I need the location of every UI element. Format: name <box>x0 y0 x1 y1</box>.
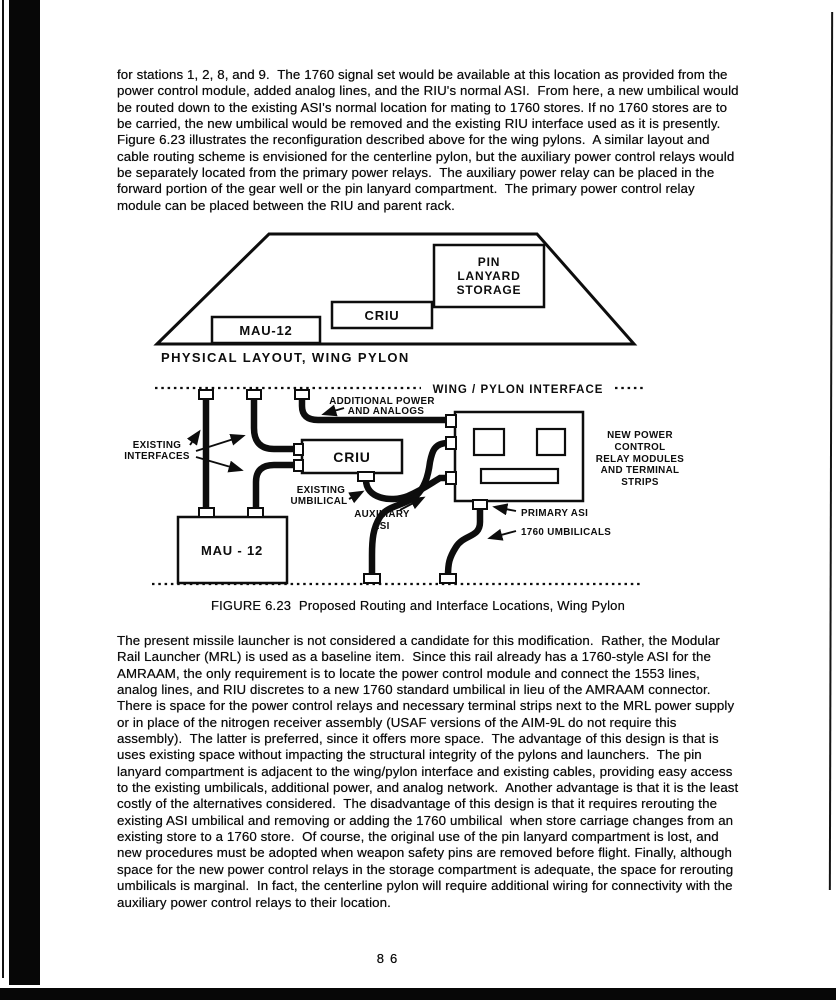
interface-connector-1 <box>199 390 213 399</box>
new-power-label-line5: STRIPS <box>621 477 659 488</box>
primary-asi-label: PRIMARY ASI <box>521 508 589 519</box>
additional-power-label-line2: AND ANALOGS <box>347 406 425 417</box>
new-power-label-line3: RELAY MODULES <box>595 454 685 465</box>
interface-connector-2 <box>247 390 261 399</box>
pin-lanyard-storage-label-line2: LANYARD <box>457 269 521 283</box>
additional-power-arrow <box>324 408 344 414</box>
auxiliary-asi-label-line2: ASI <box>372 521 390 532</box>
top-paragraph: for stations 1, 2, 8, and 9. The 1760 signal set would be available at this location as provided from the power control module, added analog lines, and the RIU's normal ASI. From here, a new umbilical would be routed down to the existing ASI's normal location for mating to 1760 stores. If no 1760 stores are to be carried, the new umbilical would be removed and the existing RIU interface used as it is presently. Figure 6.23 illustrates the reconfiguration described above for the wing pylons. A similar layout and cable routing scheme is envisioned for the centerline pylon, but the auxiliary power control relays would be separately located from the primary power relays. The auxiliary power relay can be placed in the forward portion of the gear well or the pin lanyard compartment. The primary power control relay module can be placed between the RIU and parent rack. <box>117 67 743 213</box>
bottom-connector-1760 <box>440 574 456 583</box>
1760-umbilicals-label: 1760 UMBILICALS <box>521 527 612 538</box>
pin-lanyard-storage-label-line3: STORAGE <box>456 283 522 297</box>
physical-layout-diagram <box>157 234 634 365</box>
new-power-label-line2: CONTROL <box>614 442 666 453</box>
existing-interfaces-label-line1: EXISTING <box>132 440 182 451</box>
criu-label-physical: CRIU <box>364 308 400 323</box>
mau12-top-connector-1 <box>199 508 214 517</box>
mau12-label-physical: MAU-12 <box>239 323 293 338</box>
additional-power-label-line1: ADDITIONAL POWER <box>329 396 435 407</box>
1760-umbilical-cable <box>448 508 480 576</box>
1760-umbilicals-arrow <box>490 531 516 538</box>
relay-box-bottom-connector <box>473 500 487 509</box>
power-relay-box <box>455 412 583 501</box>
criu-left-connector-1 <box>294 444 303 455</box>
primary-asi-arrow <box>495 507 516 511</box>
criu-label-interface: CRIU <box>333 449 371 465</box>
figure-caption: FIGURE 6.23 Proposed Routing and Interface Locations, Wing Pylon <box>210 598 626 613</box>
interface-routing-diagram <box>124 384 684 584</box>
relay-box-left-connector-1 <box>446 415 456 427</box>
mau12-label-interface: MAU - 12 <box>200 543 264 558</box>
relay-box-left-connector-2 <box>446 437 456 449</box>
existing-interfaces-arrow-1 <box>190 432 199 445</box>
existing-interface-cable-2 <box>254 397 296 449</box>
existing-umbilical-label-line2: UMBILICAL <box>290 496 348 507</box>
existing-umbilical-label-line1: EXISTING <box>296 485 346 496</box>
existing-umbilical-arrow <box>349 492 362 499</box>
new-power-label-line1: NEW POWER <box>607 430 673 441</box>
criu-left-connector-2 <box>294 460 303 471</box>
existing-umbilical-cable <box>366 478 446 499</box>
bottom-paragraph: The present missile launcher is not considered a candidate for this modification. Rather, the Modular Rail Launcher (MRL) is used as a baseline item. Since this rail already has a 1760-style ASI for the AMRAAM, the only requirement is to locate the power control module and connect the 1553 lines, analog lines, and RIU discretes to a new 1760 standard umbilical in lieu of the AMRAAM connector. There is space for the power control relays and necessary terminal strips next to the MRL power supply or in place of the nitrogen receiver assembly (USAF versions of the AIM-9L do not require this assembly). The latter is preferred, since it offers more space. The advantage of this design is that is uses existing space without impacting the structural integrity of the pylons and launchers. The pin lanyard compartment is adjacent to the wing/pylon interface and existing cables, providing easy access to the existing umbilicals, additional power, and analog network. Another advantage is that it is the least costly of the alternatives considered. The disadvantage of this design is that it requires rerouting the existing ASI umbilical and removing or adding the 1760 umbilical when store carriage changes from an existing store to a 1760 store. Of course, the original use of the pin lanyard compartment is lost, and new procedures must be adopted when weapon safety pins are removed before flight. Finally, although space for the new power control relays in the storage compartment is adequate, the space for rerouting umbilicals is marginal. In fact, the centerline pylon will require additional wiring for connectivity with the auxiliary power control relays to their location. <box>117 633 743 910</box>
relay-box-left-connector-3 <box>446 472 456 484</box>
auxiliary-asi-label-line1: AUXILIARY <box>354 509 410 520</box>
mau12-top-connector-2 <box>248 508 263 517</box>
existing-interfaces-label-line2: INTERFACES <box>124 451 190 462</box>
interface-title: WING / PYLON INTERFACE <box>432 384 604 396</box>
physical-layout-title: PHYSICAL LAYOUT, WING PYLON <box>161 350 410 365</box>
pin-lanyard-storage-label-line1: PIN <box>477 255 501 269</box>
interface-connector-3 <box>295 390 309 399</box>
criu-bottom-connector <box>358 472 374 481</box>
new-power-label-line4: AND TERMINAL <box>600 465 680 476</box>
page-number: 86 <box>376 951 404 966</box>
bottom-connector-auxiliary <box>364 574 380 583</box>
